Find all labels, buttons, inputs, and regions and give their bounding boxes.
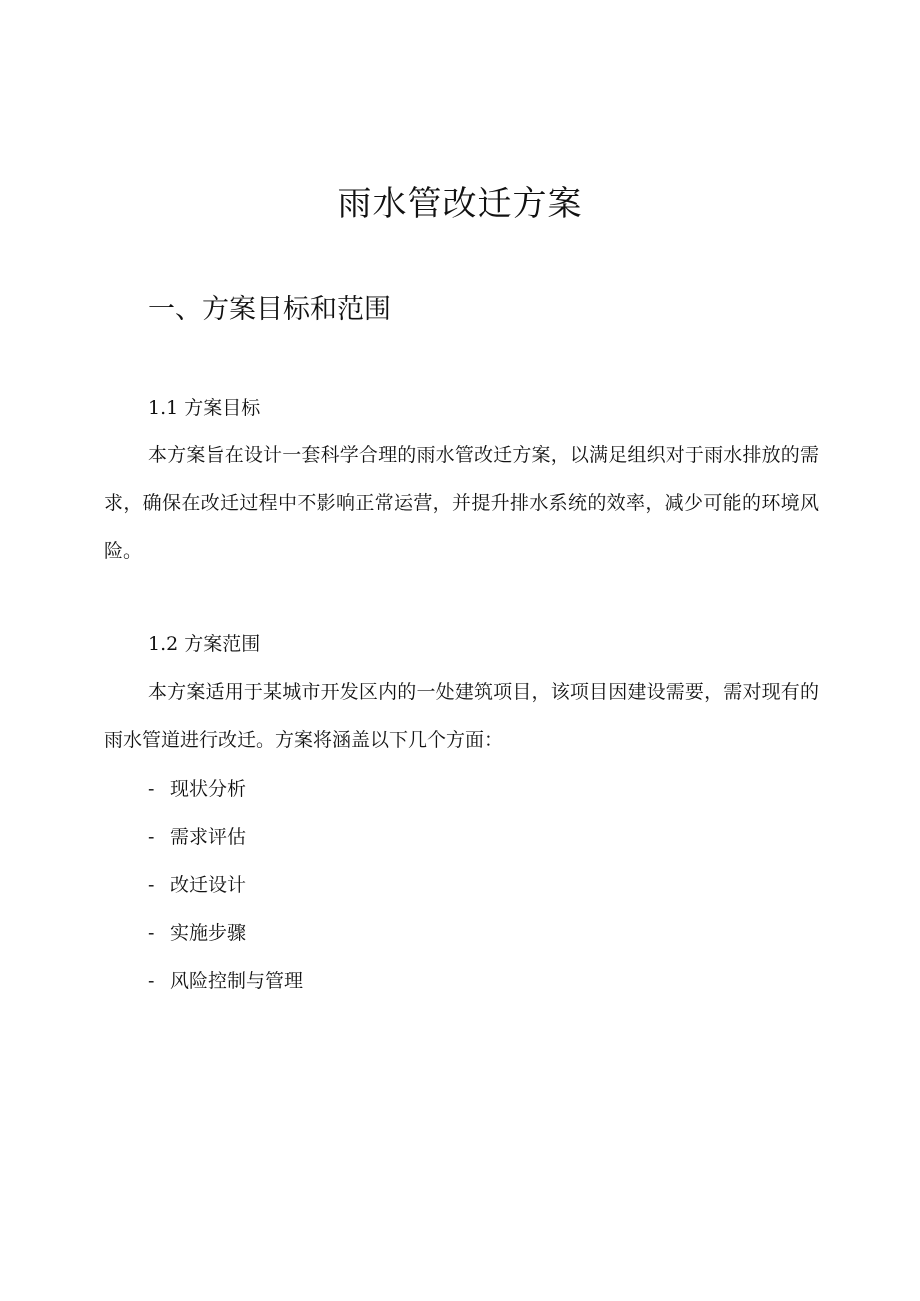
list-item [148,772,303,820]
list-item [148,868,303,916]
list-item-text: 风险控制与管理 [170,970,304,992]
list-item-text: 现状分析 [170,778,247,800]
list-dash: - [148,778,155,800]
scope-paragraph: 本方案适用于某城市开发区内的一处建筑项目，该项目因建设需要，需对现有的雨水管道进行改迁。方案将涵盖以下几个方面： [104,681,819,751]
list-dash: - [148,922,155,944]
list-dash: - [148,970,155,992]
subsection-heading-scope: 1.2 方案范围 [148,633,261,655]
section-heading-goals-scope: 一、方案目标和范围 [148,294,391,325]
list-item-text: 改迁设计 [170,874,247,896]
list-item-text: 需求评估 [170,826,247,848]
scope-list [148,772,303,1012]
subsection-heading-goals: 1.1 方案目标 [148,397,261,419]
list-item [148,916,303,964]
list-item [148,820,303,868]
list-dash: - [148,826,155,848]
goals-paragraph: 本方案旨在设计一套科学合理的雨水管改迁方案，以满足组织对于雨水排放的需求，确保在改迁过程中不影响正常运营，并提升排水系统的效率，减少可能的环境风险。 [104,444,819,562]
document-title: 雨水管改迁方案 [337,184,583,224]
list-item [148,964,303,1012]
list-item-text: 实施步骤 [170,922,247,944]
list-dash: - [148,874,155,896]
